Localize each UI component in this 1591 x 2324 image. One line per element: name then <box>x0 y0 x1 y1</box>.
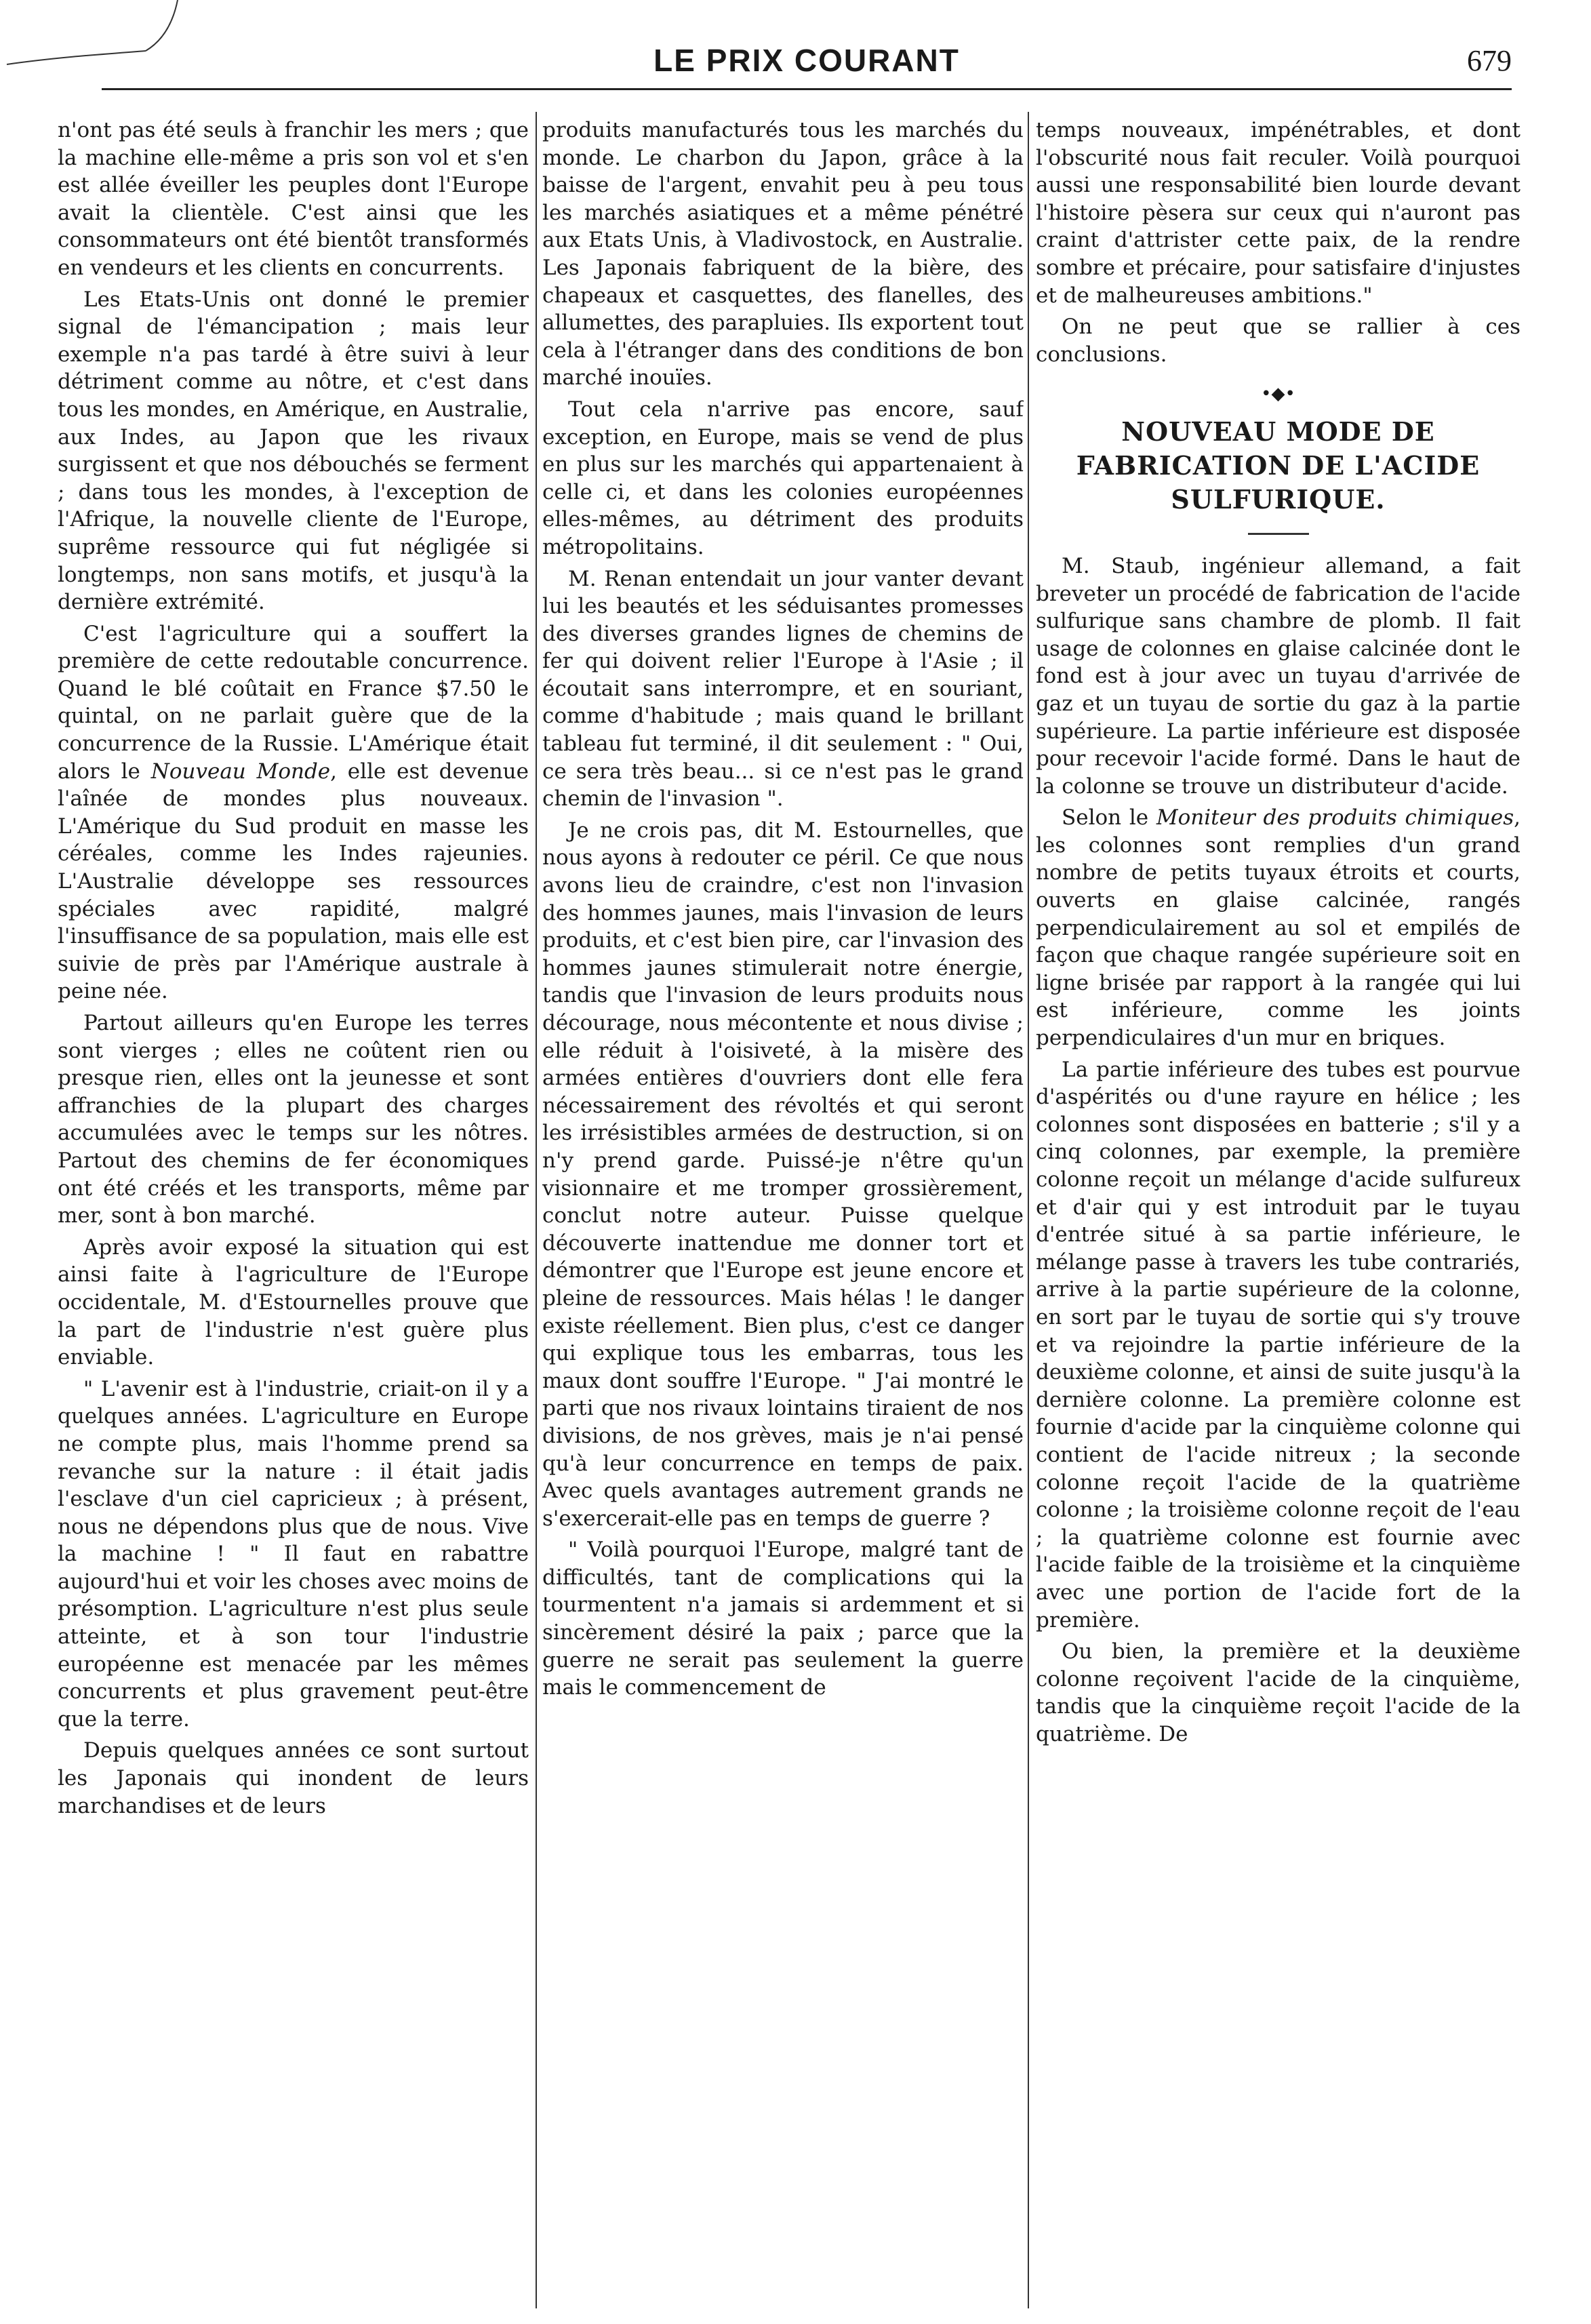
paragraph-text: , les colonnes sont remplies d'un grand nombre de petits tuyaux étroits et courts, ouverts en glaise calcinée, rangés perpendiculairement au sol et empilés de façon que chaque rangée supérieure soit en ligne brisée par rapport à la rangée qui lui est inférieure, comme les joints perpendiculaires d'un mur en briques. <box>1036 805 1520 1051</box>
paragraph: Ou bien, la première et la deuxième colonne reçoivent l'acide de la cinquième, tandis que la cinquième reçoit l'acide de la quatrième. De <box>1036 1639 1520 1746</box>
paragraph: La partie inférieure des tubes est pourvue d'aspérités ou d'une rayure en hélice ; les colonnes sont disposées en batterie ; s'il y a cinq colonnes, par exemple, la première colonne reçoit un mélange d'acide sulfureux et d'air qui y est introduit par le tuyau d'entrée situé à sa partie inférieure, le mélange passe à travers les tube contrariés, arrive à la partie supérieure de la colonne, en sort par le tuyau de sortie qui s'y trouve et va rejoindre la partie inférieure de la deuxième colonne, et ainsi de suite jusqu'à la dernière colonne. La première colonne est fournie d'acide par la cinquième colonne qui contient de l'acide nitreux ; la seconde colonne reçoit l'acide de la quatrième colonne ; la troisième colonne reçoit de l'eau ; la quatrième colonne est fournie avec l'acide faible de la troisième et la cinquième avec une portion de l'acide fort de la première. <box>1036 1057 1520 1632</box>
section-title: NOUVEAU MODE DE FABRICATION DE L'ACIDE SULFURIQUE. <box>1076 416 1481 515</box>
paragraph-text: C'est l'agriculture qui a souffert la première de cette redoutable concurrence. Quand le blé coûtait en France $7.50 le quintal, on ne parlait guère que de la concurrence de la Russie. L'Amérique était alors le <box>58 621 529 784</box>
paragraph: Après avoir exposé la situation qui est ainsi faite à l'agriculture de l'Europe occidentale, M. d'Estournelles prouve que la part de l'industrie n'est guère plus enviable. <box>58 1235 529 1370</box>
paragraph-text: Selon le <box>1062 805 1149 830</box>
paragraph <box>1036 804 1520 1051</box>
ornament-divider: •◆• <box>1261 384 1295 405</box>
header-rule <box>102 88 1512 90</box>
column-3 <box>1036 117 1520 2306</box>
paragraph: M. Renan entendait un jour vanter devant lui les beautés et les séduisantes promesses des diverses grandes lignes de chemins de fer qui doivent relier l'Europe à l'Asie ; il écoutait sans interrompre, et en souriant, comme d'habitude ; mais quand le brillant tableau fut terminé, il dit seulement : " Oui, ce sera très beau... si ce n'est pas le grand chemin de l'invasion ". <box>542 566 1024 812</box>
page-header <box>102 42 1512 89</box>
paragraph: Tout cela n'arrive pas encore, sauf exception, en Europe, mais se vend de plus en plus sur les marchés qui appartenaient à celle ci, et dans les colonies européennes elles-mêmes, au détriment des produits métropolitains. <box>542 397 1024 559</box>
paragraph: Je ne crois pas, dit M. Estournelles, que nous ayons à redouter ce péril. Ce que nous avons lieu de craindre, c'est non l'invasion des hommes jaunes, mais l'invasion de leurs produits, et c'est bien pire, car l'invasion des hommes jaunes stimulerait notre énergie, tandis que l'invasion de leurs produits nous décourage, nous mécontente et nous divise ; elle réduit à l'oisiveté, à la misère des armées entières d'ouvriers dont elle fera nécessairement des révoltés et qui seront les irrésistibles armées de destruction, si on n'y prend garde. Puissé-je n'être qu'un visionnaire et me tromper grossièrement, conclut notre auteur. Puisse quelque découverte inattendue me donner tort et démontrer que l'Europe est jeune encore et pleine de ressources. Mais hélas ! le danger existe réellement. Bien plus, c'est ce danger qui explique tous les embarras, tous les maux dont souffre l'Europe. " J'ai montré le parti que nos rivaux lointains tiraient de nos divisions, de nos grèves, mais je n'ai pensé qu'à leur concurrence en temps de paix. Avec quels avantages autrement grands ne s'exercerait-elle pas en temps de guerre ? <box>542 818 1024 1531</box>
paragraph-text: , elle est devenue l'aînée de mondes plus nouveaux. L'Amérique du Sud produit en masse les céréales, comme les Indes rajeunies. L'Australie développe ses ressources spéciales avec rapidité, malgré l'insuffisance de sa population, mais elle est suivie de près par l'Amérique australe à peine née. <box>58 759 529 1004</box>
title-rule <box>1248 533 1309 535</box>
paragraph: Les Etats-Unis ont donné le premier signal de l'émancipation ; mais leur exemple n'a pas tardé à être suivi à leur détriment comme au nôtre, et c'est dans tous les mondes, en Amérique, en Australie, aux Indes, au Japon que les rivaux surgissent et que nos débouchés se ferment ; dans tous les mondes, à l'exception de l'Afrique, la nouvelle cliente de l'Europe, suprême ressource qui fut négligée si longtemps, non sans motifs, et jusqu'à la dernière extrémité. <box>58 287 529 615</box>
column-1 <box>58 117 529 2306</box>
page-number: 679 <box>1467 44 1512 77</box>
paragraph: n'ont pas été seuls à franchir les mers ; que la machine elle-même a pris son vol et s'en est allée éveiller les peuples dont l'Europe avait la clientèle. C'est ainsi que les consommateurs ont été bientôt transformés en vendeurs et les clients en concurrents. <box>58 118 529 280</box>
column-divider <box>1028 112 1029 2308</box>
paragraph: Partout ailleurs qu'en Europe les terres sont vierges ; elles ne coûtent rien ou presque rien, elles ont la jeunesse et sont affranchies de la plupart des charges accumulées avec le temps sur les nôtres. Partout des chemins de fer économiques ont été créés et les transports, même par mer, sont à bon marché. <box>58 1011 529 1228</box>
paragraph: " Voilà pourquoi l'Europe, malgré tant de difficultés, tant de complications qui la tourmentent n'a jamais si ardemment et si sincèrement désiré la paix ; parce que la guerre ne serait pas seulement la guerre mais le commencement de <box>542 1538 1024 1700</box>
paragraph: Depuis quelques années ce sont surtout les Japonais qui inondent de leurs marchandises et de leurs <box>58 1738 529 1818</box>
paragraph: produits manufacturés tous les marchés du monde. Le charbon du Japon, grâce à la baisse de l'argent, envahit peu à peu tous les marchés asiatiques et a même pénétré aux Etats Unis, à Vladivostock, en Australie. Les Japonais fabriquent de la bière, des chapeaux et casquettes, des flanelles, des allumettes, des parapluies. Ils exportent tout cela à l'étranger dans des conditions de bon marché inouïes. <box>542 118 1024 390</box>
publication-title: LE PRIX COURANT <box>653 43 960 78</box>
italic-title: Moniteur des produits chimiques <box>1156 805 1514 830</box>
column-divider <box>536 112 537 2308</box>
italic-title: Nouveau Monde <box>150 759 331 784</box>
column-2 <box>542 117 1024 2306</box>
paragraph: On ne peut que se rallier à ces conclusions. <box>1036 315 1520 367</box>
paragraph <box>58 620 529 1005</box>
paragraph: temps nouveaux, impénétrables, et dont l'obscurité nous fait reculer. Voilà pourquoi aussi une responsabilité bien lourde devant l'histoire pèsera sur ceux qui n'auront pas craint d'attrister cette paix, de la rendre sombre et précaire, pour satisfaire d'injustes et de malheureuses ambitions." <box>1036 118 1520 308</box>
paragraph: " L'avenir est à l'industrie, criait-on il y a quelques années. L'agriculture en Europe ne compte plus, mais l'homme prend sa revanche sur la nature : il était jadis l'esclave d'un ciel capricieux ; à présent, nous ne dépendons plus que de nous. Vive la machine ! " Il faut en rabattre aujourd'hui et voir les choses avec moins de présomption. L'agriculture n'est plus seule atteinte, et à son tour l'industrie européenne est menacée par les mêmes concurrents et plus gravement peut-être que la terre. <box>58 1376 529 1731</box>
paragraph: M. Staub, ingénieur allemand, a fait breveter un procédé de fabrication de l'acide sulfurique sans chambre de plomb. Il fait usage de colonnes en glaise calcinée dont le fond est à jour avec un tuyau d'arrivée de gaz et un tuyau de sortie du gaz à la partie supérieure. La partie inférieure est disposée pour recevoir l'acide formé. Dans le haut de la colonne se trouve un distributeur d'acide. <box>1036 553 1520 799</box>
